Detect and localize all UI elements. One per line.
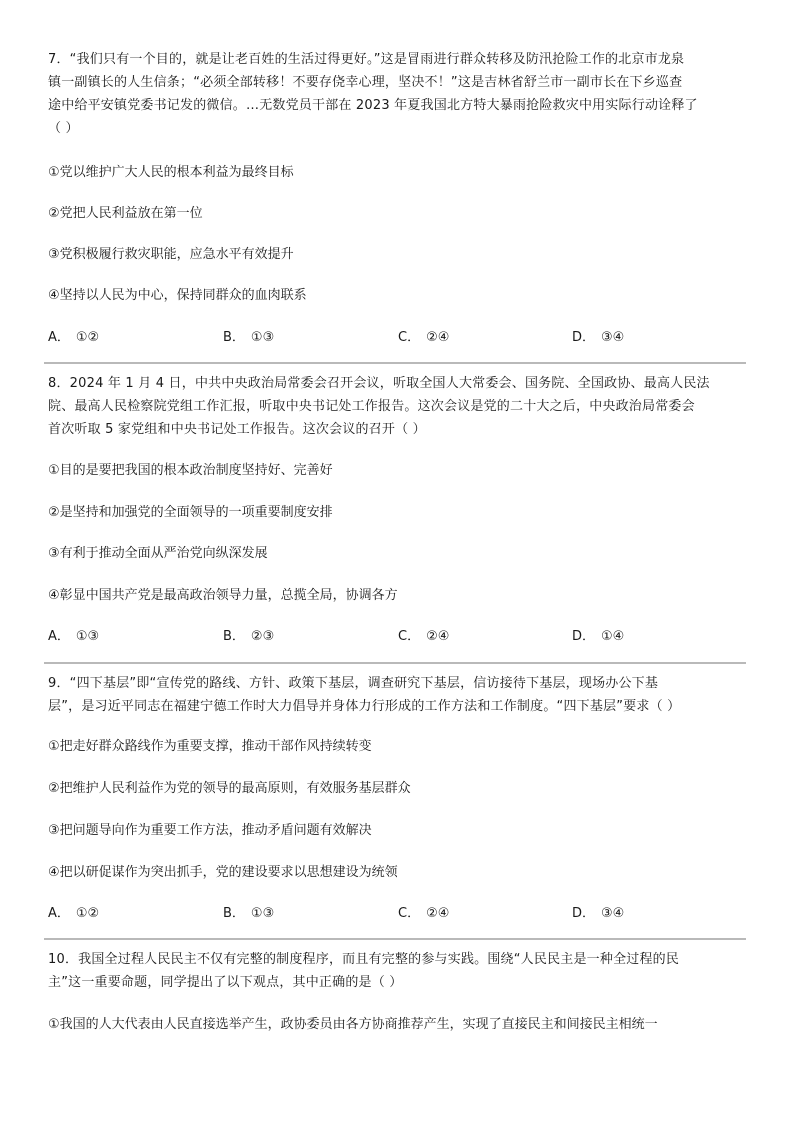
option-a[interactable] bbox=[48, 904, 99, 924]
question-stem-line: 镇一副镇长的人生信条；“必须全部转移！不要存侥幸心理，坚决不！”这是吉林省舒兰市一副市长在下乡巡查 bbox=[48, 75, 683, 90]
answer-options bbox=[48, 328, 748, 348]
option-c[interactable] bbox=[398, 627, 449, 647]
statement: ②党把人民利益放在第一位 bbox=[48, 206, 203, 221]
question-stem-line: 首次听取 5 家党组和中央书记处工作报告。这次会议的召开（ ） bbox=[48, 422, 426, 437]
question-stem-line: 主”这一重要命题，同学提出了以下观点，其中正确的是（ ） bbox=[48, 975, 403, 990]
option-c[interactable] bbox=[398, 904, 449, 924]
option-letter: D． bbox=[572, 330, 596, 345]
option-d[interactable] bbox=[572, 904, 624, 924]
option-text: ①② bbox=[75, 906, 100, 921]
option-d[interactable] bbox=[572, 328, 624, 348]
option-text: ②④ bbox=[426, 629, 450, 644]
question-stem-line: 9．“四下基层”即“宣传党的路线、方针、政策下基层，调查研究下基层，信访接待下基层，现场办公下基 bbox=[48, 676, 659, 691]
option-text: ①② bbox=[75, 330, 100, 345]
question-stem-line: 院、最高人民检察院党组工作汇报，听取中央书记处工作报告。这次会议是党的二十大之后，中央政治局常委会 bbox=[48, 399, 695, 414]
divider bbox=[44, 938, 746, 940]
statement: ④彰显中国共产党是最高政治领导力量，总揽全局，协调各方 bbox=[48, 588, 398, 603]
question-10 bbox=[48, 948, 748, 1032]
option-letter: C． bbox=[398, 330, 421, 345]
option-letter: D． bbox=[572, 906, 596, 921]
option-text: ③④ bbox=[601, 330, 625, 345]
option-letter: C． bbox=[398, 906, 421, 921]
statement: ④坚持以人民为中心，保持同群众的血肉联系 bbox=[48, 288, 307, 303]
option-c[interactable] bbox=[398, 328, 449, 348]
option-text: ②③ bbox=[250, 629, 275, 644]
option-b[interactable] bbox=[223, 328, 274, 348]
option-letter: A． bbox=[48, 906, 70, 921]
question-stem-line: 7．“我们只有一个目的，就是让老百姓的生活过得更好。”这是冒雨进行群众转移及防汛抢险工作的北京市龙泉 bbox=[48, 52, 685, 67]
statement: ①目的是要把我国的根本政治制度坚持好、完善好 bbox=[48, 463, 333, 478]
option-text: ②④ bbox=[426, 330, 450, 345]
question-stem-line: （ ） bbox=[48, 121, 79, 136]
option-letter: A． bbox=[48, 330, 70, 345]
question-7 bbox=[48, 48, 748, 345]
statement: ②把维护人民利益作为党的领导的最高原则，有效服务基层群众 bbox=[48, 781, 411, 796]
question-stem-line: 途中给平安镇党委书记发的微信。…无数党员干部在 2023 年夏我国北方特大暴雨抢险救灾中用实际行动诠释了 bbox=[48, 98, 698, 113]
question-8 bbox=[48, 372, 748, 644]
statement: ①把走好群众路线作为重要支撑，推动干部作风持续转变 bbox=[48, 739, 372, 754]
option-letter: B． bbox=[223, 330, 245, 345]
option-text: ②④ bbox=[426, 906, 450, 921]
option-b[interactable] bbox=[223, 627, 274, 647]
statement: ④把以研促谋作为突出抓手，党的建设要求以思想建设为统领 bbox=[48, 865, 398, 880]
statement: ②是坚持和加强党的全面领导的一项重要制度安排 bbox=[48, 505, 333, 520]
option-text: ①③ bbox=[75, 629, 100, 644]
option-text: ①③ bbox=[250, 906, 275, 921]
option-letter: D． bbox=[572, 629, 596, 644]
question-stem-line: 8．2024 年 1 月 4 日，中共中央政治局常委会召开会议，听取全国人大常委会、国务院、全国政协、最高人民法 bbox=[48, 376, 710, 391]
question-9 bbox=[48, 672, 748, 921]
option-d[interactable] bbox=[572, 627, 624, 647]
option-b[interactable] bbox=[223, 904, 274, 924]
option-letter: B． bbox=[223, 906, 245, 921]
option-letter: A． bbox=[48, 629, 70, 644]
option-a[interactable] bbox=[48, 627, 99, 647]
answer-options bbox=[48, 627, 748, 647]
statement: ①党以维护广大人民的根本利益为最终目标 bbox=[48, 165, 294, 180]
option-text: ①③ bbox=[250, 330, 275, 345]
divider bbox=[44, 362, 746, 364]
question-stem-line: 10．我国全过程人民民主不仅有完整的制度程序，而且有完整的参与实践。围绕“人民民主是一种全过程的民 bbox=[48, 952, 680, 967]
option-text: ①④ bbox=[601, 629, 625, 644]
statement: ①我国的人大代表由人民直接选举产生，政协委员由各方协商推荐产生，实现了直接民主和间接民主相统一 bbox=[48, 1017, 658, 1032]
statement: ③党积极履行救灾职能，应急水平有效提升 bbox=[48, 247, 294, 262]
option-a[interactable] bbox=[48, 328, 99, 348]
question-stem-line: 层”，是习近平同志在福建宁德工作时大力倡导并身体力行形成的工作方法和工作制度。“四下基层”要求（ ） bbox=[48, 699, 681, 714]
answer-options bbox=[48, 904, 748, 924]
statement: ③有利于推动全面从严治党向纵深发展 bbox=[48, 546, 268, 561]
divider bbox=[44, 662, 746, 664]
option-text: ③④ bbox=[601, 906, 625, 921]
statement: ③把问题导向作为重要工作方法，推动矛盾问题有效解决 bbox=[48, 823, 372, 838]
option-letter: C． bbox=[398, 629, 421, 644]
option-letter: B． bbox=[223, 629, 245, 644]
